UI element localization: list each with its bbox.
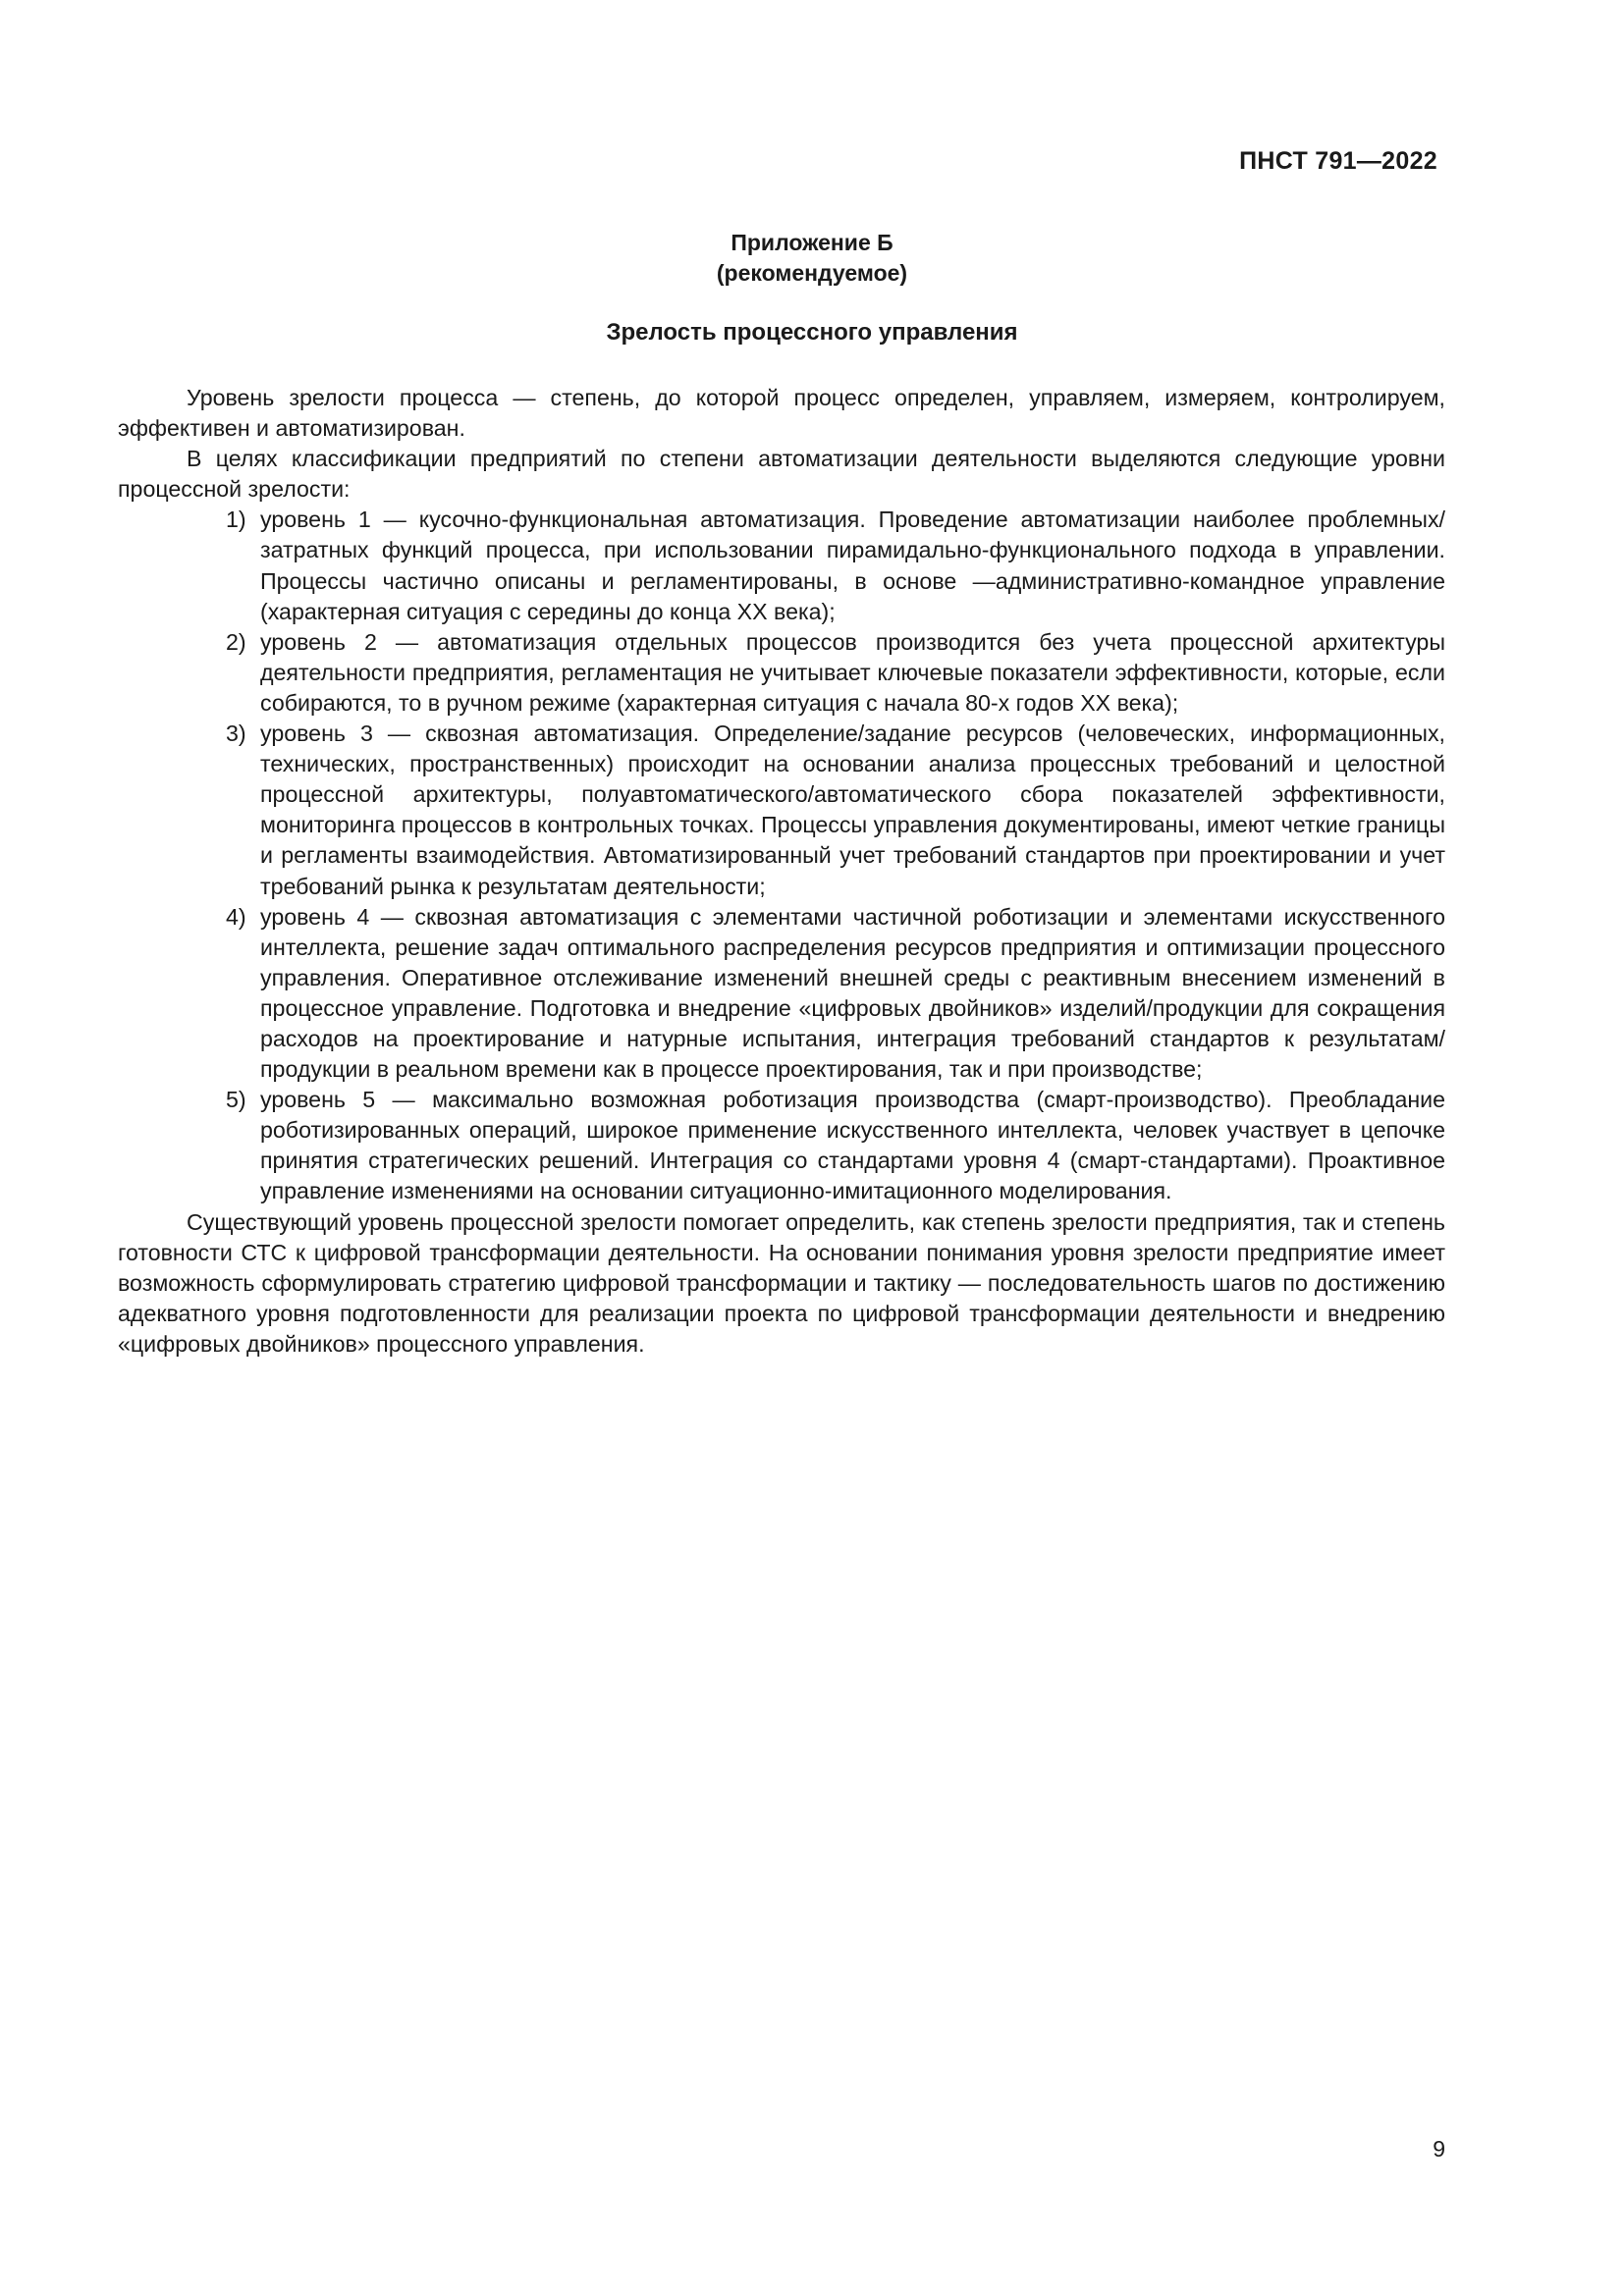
list-item <box>118 1085 1445 1206</box>
closing-paragraph: Существующий уровень процессной зрелости помогает определить, как степень зрелости предприятия, так и степень готовности СТС к цифровой трансформации деятельности. На основании понимания уровня зрелости предприятие имеет возможность сформулировать стратегию цифровой трансформации и тактику — последовательность шагов по достижению адекватного уровня подготовленности для реализации проекта по цифровой трансформации деятельности и внедрению «цифровых двойников» процессного управления. <box>118 1208 1445 1357</box>
document-code: ПНСТ 791—2022 <box>1239 147 1437 175</box>
list-item-number: 3) <box>226 721 246 747</box>
list-item <box>118 902 1445 1086</box>
intro-paragraph-definition: Уровень зрелости процесса — степень, до которой процесс определен, управляем, измеряем, контролируем, эффективен и автоматизирован. <box>118 385 1445 442</box>
list-item-text: уровень 4 — сквозная автоматизация с элементами частичной роботизации и элементами искусственного интеллекта, решение задач оптимального распределения ресурсов предприятия и оптимизации процессного управления. Оперативное отслеживание изменений внешней среды с реактивным внесением изменений в процессное управление. Подготовка и внедрение «цифровых двойников» изделий/продукции для сокращения расходов на проектирование и натурные испытания, интеграция требований стандартов к результатам/продукции в реальном времени как в процессе проектирования, так и при производстве; <box>260 903 1445 1083</box>
list-item-number: 4) <box>226 903 246 930</box>
list-item-text: уровень 2 — автоматизация отдельных процессов производится без учета процессной архитектуры деятельности предприятия, регламентация не учитывает ключевые показатели эффективности, которые, если собираются, то в ручном режиме (характерная ситуация с начала 80-х годов XX века); <box>260 628 1445 716</box>
intro-paragraph-classification: В целях классификации предприятий по степени автоматизации деятельности выделяются следующие уровни процессной зрелости: <box>118 446 1445 503</box>
list-item-number: 5) <box>226 1087 246 1113</box>
list-item <box>118 719 1445 902</box>
list-item-number: 1) <box>226 507 246 533</box>
section-title: Зрелость процессного управления <box>606 319 1018 346</box>
list-item <box>118 505 1445 626</box>
list-item-text: уровень 5 — максимально возможная роботизация производства (смарт-производство). Преобладание роботизированных операций, широкое применение искусственного интеллекта, человек участвует в цепочке принятия стратегических решений. Интеграция со стандартами уровня 4 (смарт-стандартами). Проактивное управление изменениями на основании ситуационно-имитационного моделирования. <box>260 1087 1445 1204</box>
document-body <box>118 383 1445 1360</box>
list-item <box>118 627 1445 719</box>
page-number: 9 <box>1433 2136 1445 2162</box>
annex-heading <box>0 228 1624 289</box>
annex-status: (рекомендуемое) <box>716 260 908 286</box>
list-item-text: уровень 3 — сквозная автоматизация. Определение/задание ресурсов (человеческих, информационных, технических, пространственных) происходит на основании анализа процессных требований и целостной процессной архитектуры, полуавтоматического/автоматического сбора показателей эффективности, мониторинга процессов в контрольных точках. Процессы управления документированы, имеют четкие границы и регламенты взаимодействия. Автоматизированный учет требований стандартов при проектировании и учет требований рынка к результатам деятельности; <box>260 721 1445 899</box>
maturity-levels-list <box>118 505 1445 1206</box>
annex-title: Приложение Б <box>731 230 893 255</box>
list-item-text: уровень 1 — кусочно-функциональная автоматизация. Проведение автоматизации наиболее проблемных/затратных функций процесса, при использовании пирамидально-функционального подхода в управлении. Процессы частично описаны и регламентированы, в основе —административно-командное управление (характерная ситуация с середины до конца XX века); <box>260 507 1445 624</box>
list-item-number: 2) <box>226 628 246 655</box>
